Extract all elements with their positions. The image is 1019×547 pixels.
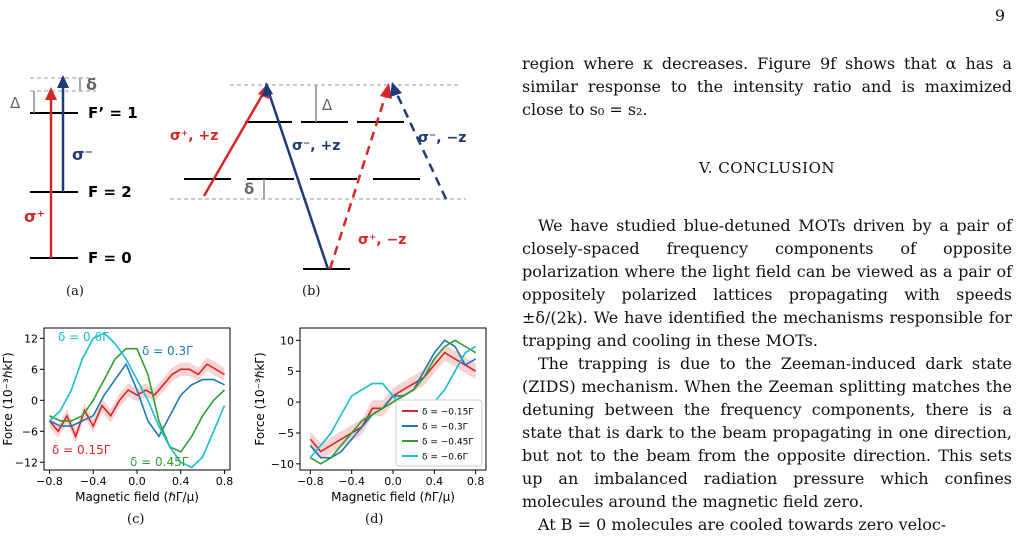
label-sigma-plus-plus-z: σ⁺, +z (170, 128, 219, 144)
series-error-band (50, 357, 225, 443)
Delta-label-a: Δ (10, 94, 21, 112)
sigma-plus-arrowhead (45, 87, 57, 100)
caption-b: (b) (302, 284, 321, 299)
x-tick-label: 0.4 (172, 475, 190, 488)
x-tick-label: 0.0 (384, 475, 402, 488)
y-tick-label: 10 (280, 334, 294, 348)
y-tick-label: 6 (31, 363, 38, 377)
level-label-f2: F = 2 (88, 183, 132, 201)
chart-c-xlabel: Magnetic field (ℏΓ/μ) (75, 490, 199, 504)
chart-c-annotation-0.45: δ = 0.45Γ (130, 455, 189, 469)
y-tick-label: 12 (24, 332, 38, 346)
x-tick-label: 0.4 (425, 475, 444, 488)
level-label-f1: F’ = 1 (88, 104, 138, 122)
label-sigma-plus-minus-z: σ⁺, −z (358, 232, 407, 248)
delta-label-b: δ (244, 180, 255, 198)
y-tick-label: −10 (270, 457, 294, 471)
legend-label: δ = −0.45Γ (422, 437, 474, 448)
paragraph-continuation: region where κ decreases. Figure 9f shows that α has a similar response to the intensity ratio and is maximized close to s₀ = s₂. (522, 54, 1012, 119)
caption-a: (a) (66, 284, 84, 299)
paragraph-conclusion-1: We have studied blue-detuned MOTs driven by a pair of closely-spaced frequency components of opposite polarization where the light field can be viewed as a pair of oppositely polarized lattices propagating with speeds ±δ/(2k). We have identified the mechanisms responsible for trapping and cooling in these MOTs. (522, 216, 1012, 350)
Delta-label-b: Δ (322, 96, 333, 114)
x-tick-label: 0.8 (215, 475, 234, 488)
x-tick-label: −0.4 (79, 475, 107, 488)
chart-c-annotation-0.15: δ = 0.15Γ (52, 443, 111, 457)
y-tick-label: −12 (14, 456, 38, 470)
chart-d-ylabel: Force (10⁻³ℏkΓ) (253, 352, 267, 446)
sigma-minus-label: σ⁻ (72, 145, 93, 164)
chart-c-annotation-0.3: δ = 0.3Γ (142, 344, 193, 358)
x-tick-label: −0.4 (338, 475, 366, 488)
label-sigma-minus-plus-z: σ⁻, +z (292, 138, 341, 154)
x-tick-label: −0.8 (296, 475, 324, 488)
legend-label: δ = −0.3Γ (422, 422, 468, 433)
paragraph-conclusion-2: The trapping is due to the Zeeman-induced dark state (ZIDS) mechanism. When the Zeeman splitting matches the detuning between the frequency components, there is a state that is dark to the beam propagating in one direction, but not to the beam from the opposite direction. This sets up an imbalanced radiation pressure which confines molecules around the magnetic field zero. (522, 354, 1012, 511)
beam-sigma-minus-minus-z-arrowhead (390, 82, 402, 97)
page-number: 9 (994, 6, 1005, 25)
section-heading: V. CONCLUSION (698, 159, 836, 177)
chart-c-ylabel: Force (10⁻³ℏkΓ) (1, 352, 15, 446)
panel-d-force-chart (250, 320, 500, 505)
legend-label: δ = −0.15Γ (422, 407, 474, 418)
paragraph-conclusion-3: At B = 0 molecules are cooled towards zero veloc- (538, 515, 947, 534)
panel-a-level-diagram (0, 60, 170, 360)
caption-d: (d) (365, 512, 384, 527)
beam-sigma-plus-plus-z (204, 92, 264, 196)
y-tick-label: −6 (21, 425, 38, 439)
level-label-f0: F = 0 (88, 249, 132, 267)
legend-label: δ = −0.6Γ (422, 452, 468, 463)
sigma-minus-arrowhead (57, 75, 69, 88)
figure-panels (0, 0, 500, 547)
delta-label-a: δ (86, 75, 97, 94)
right-text-column (522, 52, 1012, 536)
chart-d-yticks (271, 334, 300, 470)
x-tick-label: −0.8 (36, 475, 63, 488)
chart-d-xlabel: Magnetic field (ℏΓ/μ) (331, 490, 455, 504)
panel-c-force-chart (0, 320, 240, 505)
x-tick-label: 0.0 (128, 475, 146, 488)
y-tick-label: 0 (287, 396, 294, 410)
caption-c: (c) (127, 512, 145, 527)
chart-c-annotation-0.6: δ = 0.6Γ (58, 330, 109, 344)
sigma-plus-label: σ⁺ (24, 207, 45, 226)
chart-d-xticks (297, 470, 484, 488)
label-sigma-minus-minus-z: σ⁻, −z (418, 130, 467, 146)
y-tick-label: −5 (277, 426, 294, 440)
chart-c-yticks (15, 332, 44, 469)
chart-c-xticks (36, 470, 233, 488)
y-tick-label: 5 (287, 365, 294, 379)
y-tick-label: 0 (31, 394, 38, 408)
panel-b-lattice-diagram (160, 66, 480, 276)
x-tick-label: 0.8 (466, 475, 485, 488)
